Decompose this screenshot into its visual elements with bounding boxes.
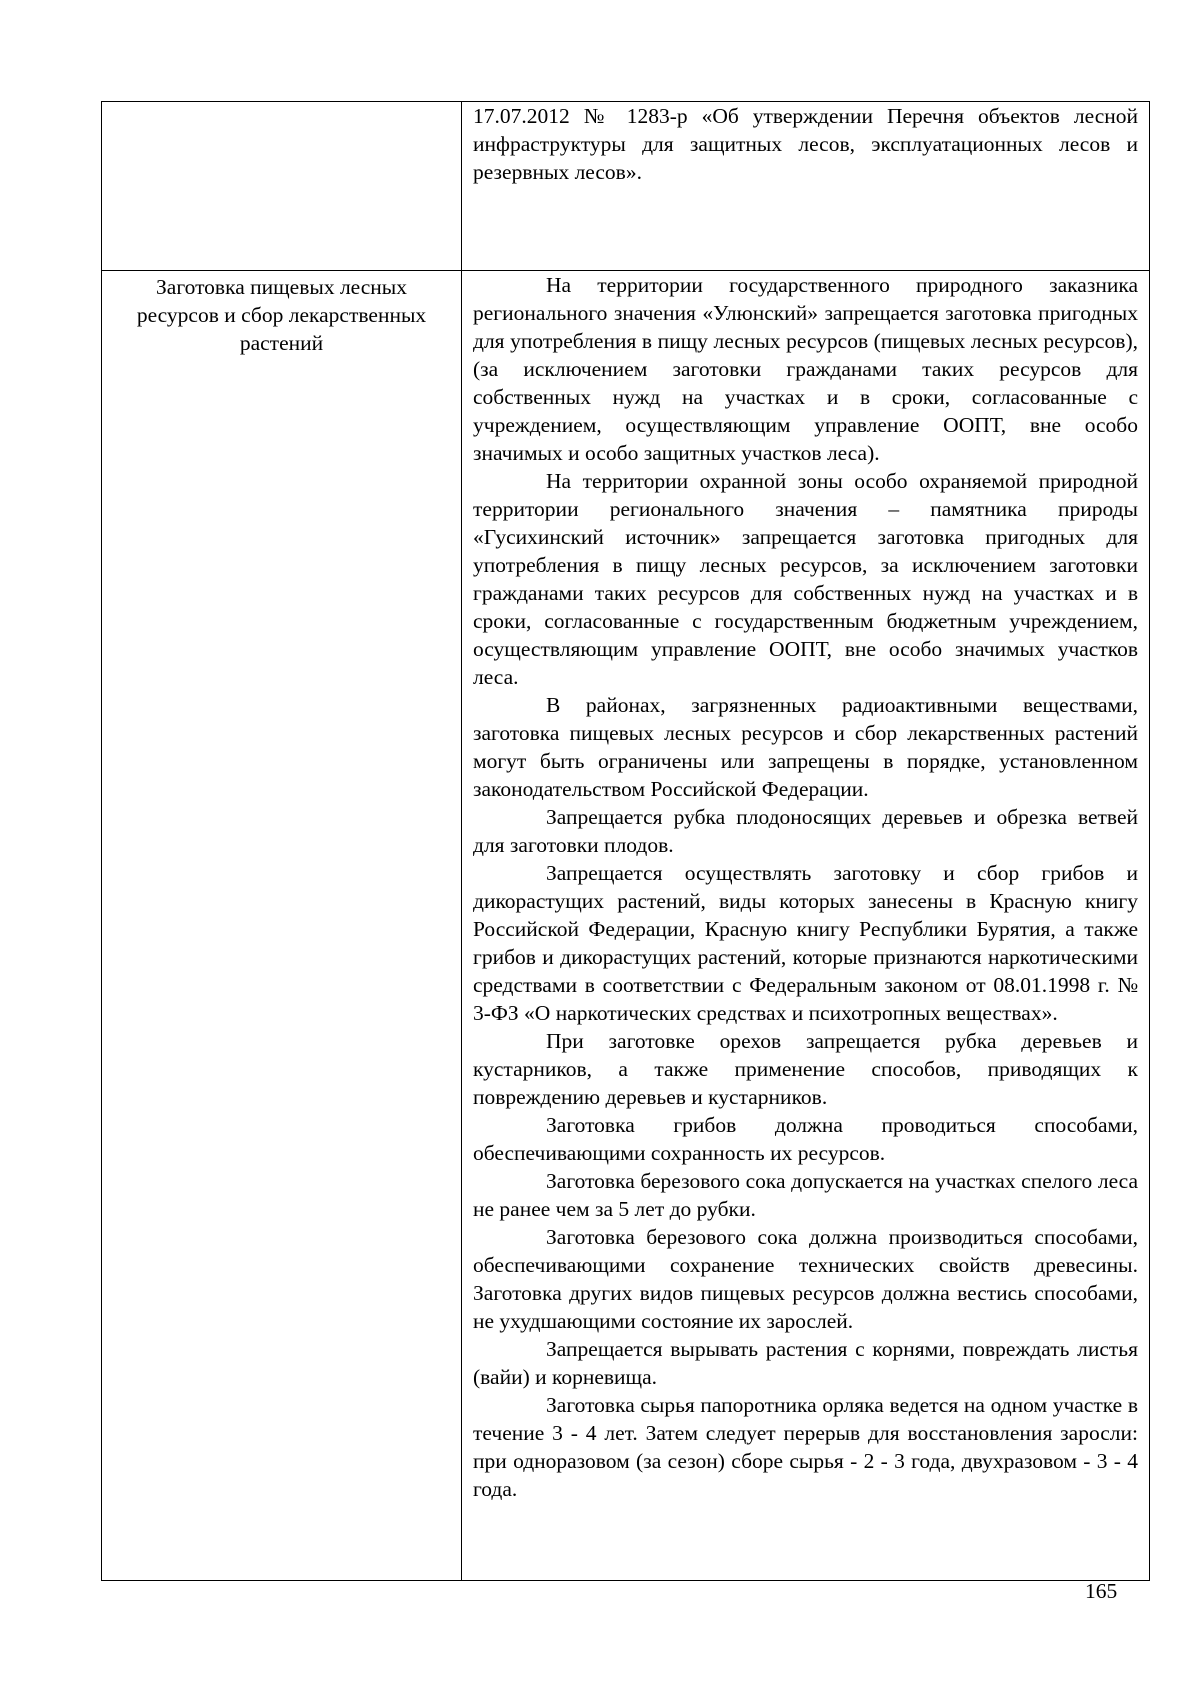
paragraph: Запрещается осуществлять заготовку и сбор грибов и дикорастущих растений, виды которых занесены в Красную книгу Российской Федерации, Красную книгу Республики Бурятия, а также грибов и дикорастущих растений, которые признаются наркотическими средствами в соответствии с Федеральным законом от 08.01.1998 г. № 3-ФЗ «О наркотических средствах и психотропных веществах».	[473, 861, 1138, 1025]
paragraph: В районах, загрязненных радиоактивными веществами, заготовка пищевых лесных ресурсов и сбор лекарственных растений могут быть ограничены или запрещены в порядке, установленном законодательством Российской Федерации.	[473, 693, 1138, 801]
paragraph: Заготовка березового сока допускается на участках спелого леса не ранее чем за 5 лет до рубки.	[473, 1169, 1138, 1221]
regulation-table	[101, 101, 1150, 1581]
paragraph: При заготовке орехов запрещается рубка деревьев и кустарников, а также применение способов, приводящих к повреждению деревьев и кустарников.	[473, 1029, 1138, 1109]
paragraph: Заготовка березового сока должна производиться способами, обеспечивающими сохранение технических свойств древесины. Заготовка других видов пищевых ресурсов должна вестись способами, не ухудшающими состояние их зарослей.	[473, 1225, 1138, 1333]
paragraph: На территории охранной зоны особо охраняемой природной территории регионального значения – памятника природы «Гусихинский источник» запрещается заготовка пригодных для употребления в пищу лесных ресурсов, за исключением заготовки гражданами таких ресурсов для собственных нужд на участках и в сроки, согласованные с государственным бюджетным учреждением, осуществляющим управление ООПТ, вне особо значимых участков леса.	[473, 469, 1138, 689]
paragraph: Запрещается рубка плодоносящих деревьев и обрезка ветвей для заготовки плодов.	[473, 805, 1138, 857]
page-number: 165	[1085, 1579, 1118, 1603]
table-cell-regulation	[462, 102, 1150, 271]
paragraph: Заготовка грибов должна проводиться способами, обеспечивающими сохранность их ресурсов.	[473, 1113, 1138, 1165]
table-row	[102, 271, 1150, 1581]
table-cell-activity	[102, 102, 462, 271]
paragraph: Запрещается вырывать растения с корнями, повреждать листья (вайи) и корневища.	[473, 1337, 1138, 1389]
continued-text: 17.07.2012 № 1283-р «Об утверждении Перечня объектов лесной инфраструктуры для защитных лесов, эксплуатационных лесов и резервных лесов».	[473, 104, 1138, 184]
table-row	[102, 102, 1150, 271]
paragraph: На территории государственного природного заказника регионального значения «Улюнский» запрещается заготовка пригодных для употребления в пищу лесных ресурсов (пищевых лесных ресурсов), (за исключением заготовки гражданами таких ресурсов для собственных нужд на участках и в сроки, согласованные с учреждением, осуществляющим управление ООПТ, вне особо значимых и особо защитных участков леса).	[473, 273, 1138, 465]
table-cell-regulation	[462, 271, 1150, 1581]
paragraph: Заготовка сырья папоротника орляка ведется на одном участке в течение 3 - 4 лет. Затем следует перерыв для восстановления заросли: при одноразовом (за сезон) сборе сырья - 2 - 3 года, двухразовом - 3 - 4 года.	[473, 1393, 1138, 1501]
table-cell-activity: Заготовка пищевых лесных ресурсов и сбор лекарственных растений	[102, 271, 462, 1581]
